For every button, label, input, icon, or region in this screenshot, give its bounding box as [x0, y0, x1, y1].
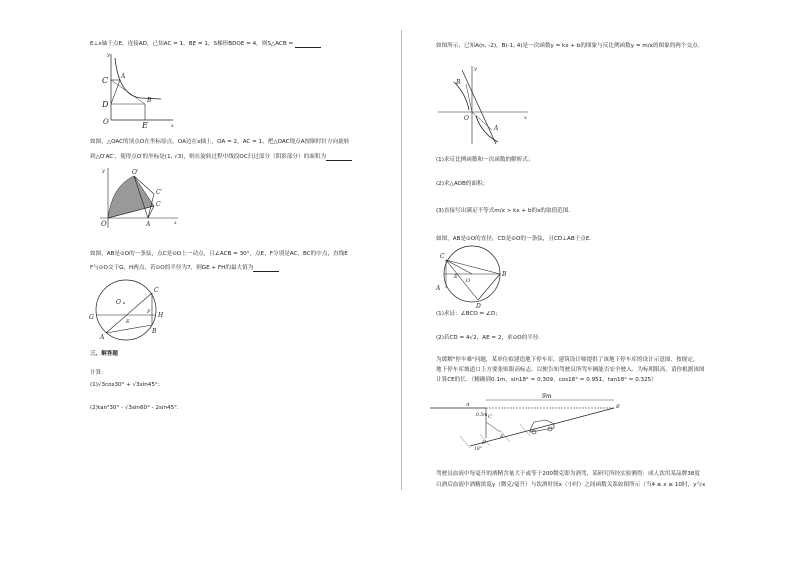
- figure-circle-chord: [86, 277, 166, 343]
- segment-cb: [111, 80, 145, 104]
- question-circle-line1: 如图，AB是⊙O的一条弦，点C是⊙O上一动点，且∠ACB = 30°，点E，F分别是AC，BC的中点，直线E: [90, 251, 348, 257]
- label-c: C: [440, 253, 445, 260]
- question-continuation: E⊥x轴于点E，连接AD，已知AC = 1，BE = 1，S梯形BDOE = 4，则S△ACB =: [90, 40, 321, 48]
- label-o-prime: O′: [132, 169, 139, 176]
- label-y: y: [107, 52, 110, 58]
- label-x: x: [174, 220, 177, 226]
- question-parking-line2: 地下停车库坡道口上方要张贴限高标志，以便告知驾驶员所驾车辆能否安全驶入．为标明限高，请你根据该图: [436, 367, 705, 373]
- segment-cd: [446, 260, 478, 300]
- figure-hyperbola-trapezoid: [95, 52, 175, 130]
- label-o: O: [103, 118, 109, 126]
- right-column: [404, 0, 794, 562]
- function-subq-3: (3)直接写出满足不等式m/x > kx + b的x的取值范围．: [436, 208, 574, 214]
- diameter-subq-2: (2)若CD = 4√2，AE = 2，求⊙O的半径．: [436, 335, 545, 341]
- label-c: C: [156, 201, 161, 208]
- center-dot: [123, 302, 125, 304]
- label-e: E: [500, 434, 504, 440]
- segment-ob: [466, 84, 472, 112]
- calc-item-1: (1)√3cos30° + √3sin45°；: [90, 382, 164, 388]
- label-d: D: [102, 100, 109, 109]
- hatching: [460, 424, 530, 448]
- answer-blank[interactable]: [295, 41, 321, 48]
- question-function: 如图所示，已知A(n, -2)，B(-1, 4)是一次函数y = kx + b的图象与反比例函数y = m/x的图象的两个交点．: [436, 43, 704, 49]
- label-c: C: [488, 414, 492, 420]
- question-alcohol-line2: 白酒后血液中酒精浓度y（微克/毫升）与饮酒时间x（小时）之间函数关系如图所示（当4 ≤ x ≤ 10时，y与x: [436, 482, 706, 488]
- calc-item-2: (2)tan²30° - √3sin60° - 2sin45°．: [90, 405, 183, 411]
- label-x: x: [171, 123, 174, 129]
- segment-oa: [472, 112, 492, 130]
- label-e: E: [126, 319, 130, 325]
- segment-ad: [111, 80, 120, 104]
- function-subq-1: (1)求反比例函数和一次函数的解析式；: [436, 157, 534, 163]
- label-e: E: [454, 274, 458, 280]
- ce-segment: [486, 422, 500, 432]
- label-c: C: [102, 76, 109, 85]
- label-angle: 18°: [474, 447, 482, 452]
- diameter-subq-1: (1)求证：∠BCO = ∠D；: [436, 311, 501, 317]
- question-alcohol-line1: 驾驶员血液中每毫升的酒精含量大于或等于200微克即为酒驾，某研究所经实验测得：成人饮用某品牌38度: [436, 471, 700, 477]
- figure-rotated-triangle: [94, 166, 180, 232]
- label-a: A: [466, 402, 470, 408]
- figure-diameter-chord: [434, 244, 510, 310]
- label-b: B: [456, 79, 461, 86]
- answer-blank[interactable]: [253, 265, 279, 272]
- label-height: 0.5m: [476, 413, 488, 418]
- label-distance: 9m: [542, 393, 552, 400]
- line-ab: [462, 70, 496, 144]
- label-c-prime: C′: [156, 189, 162, 196]
- figure-function-intersection: [434, 64, 530, 146]
- section-heading: 三、解答题: [90, 351, 118, 357]
- label-b: B: [616, 404, 620, 410]
- label-b: B: [152, 328, 157, 335]
- hyperbola-branch-upper: [454, 82, 469, 110]
- label-h: H: [158, 312, 164, 319]
- chord-ab: [106, 325, 152, 333]
- label-a: A: [100, 334, 105, 341]
- function-subq-2: (2)求△AOB的面积；: [436, 181, 489, 187]
- column-divider: [401, 30, 402, 490]
- label-d: D: [482, 440, 487, 446]
- figure-parking-ramp: [430, 386, 630, 450]
- question-diameter: 如图，AB是⊙O的直径，CD是⊙O的一条弦，且CD⊥AB于点E．: [436, 236, 596, 242]
- label-o: O: [464, 115, 469, 122]
- question-rotation-line2: 到△O′AC′，使得点O′的坐标是(1, √3)，则在旋转过程中线段OC扫过部分（阴影部分）的面积为: [90, 153, 352, 161]
- label-y: y: [102, 168, 105, 174]
- label-a: A: [121, 73, 126, 80]
- label-b: B: [502, 271, 507, 278]
- label-f: F: [147, 309, 151, 315]
- segment-ca: [106, 293, 152, 333]
- label-d: D: [476, 303, 481, 310]
- segment-co: [446, 260, 472, 274]
- label-e: E: [142, 121, 148, 130]
- label-o: O: [116, 299, 121, 306]
- label-a: A: [494, 125, 499, 132]
- segment-ca: [148, 206, 154, 218]
- question-circle-line2: F与⊙O交于G，H两点，若⊙O的半径为7，则GE + FH的最大值为: [90, 264, 279, 272]
- segment-cb: [446, 260, 500, 274]
- label-y: y: [474, 66, 477, 72]
- label-a: A: [146, 221, 151, 228]
- label-x: x: [524, 115, 527, 121]
- label-o: O: [466, 278, 471, 284]
- label-b: B: [147, 97, 152, 104]
- calc-title: 计算：: [90, 370, 107, 376]
- label-a: A: [436, 285, 441, 292]
- answer-blank[interactable]: [326, 154, 352, 161]
- question-parking-line1: 为缓解"停车难"问题，某单位拟建造地下停车库，建筑设计师提供了该地下停车库的设计示意图．按规定，: [436, 357, 699, 363]
- question-parking-line3: 计算CE的长．（精确到0.1m，sin18° ≈ 0.309，cos18° ≈ 0.951，tan18° ≈ 0.325）: [436, 377, 657, 383]
- question-rotation-line1: 如图，△OAC的顶点O在坐标原点，OA边在x轴上，OA = 2，AC = 1，把△OAC绕点A按顺时针方向旋转: [90, 139, 350, 145]
- label-o: O: [101, 220, 107, 228]
- label-c: C: [154, 287, 159, 294]
- label-g: G: [89, 314, 94, 321]
